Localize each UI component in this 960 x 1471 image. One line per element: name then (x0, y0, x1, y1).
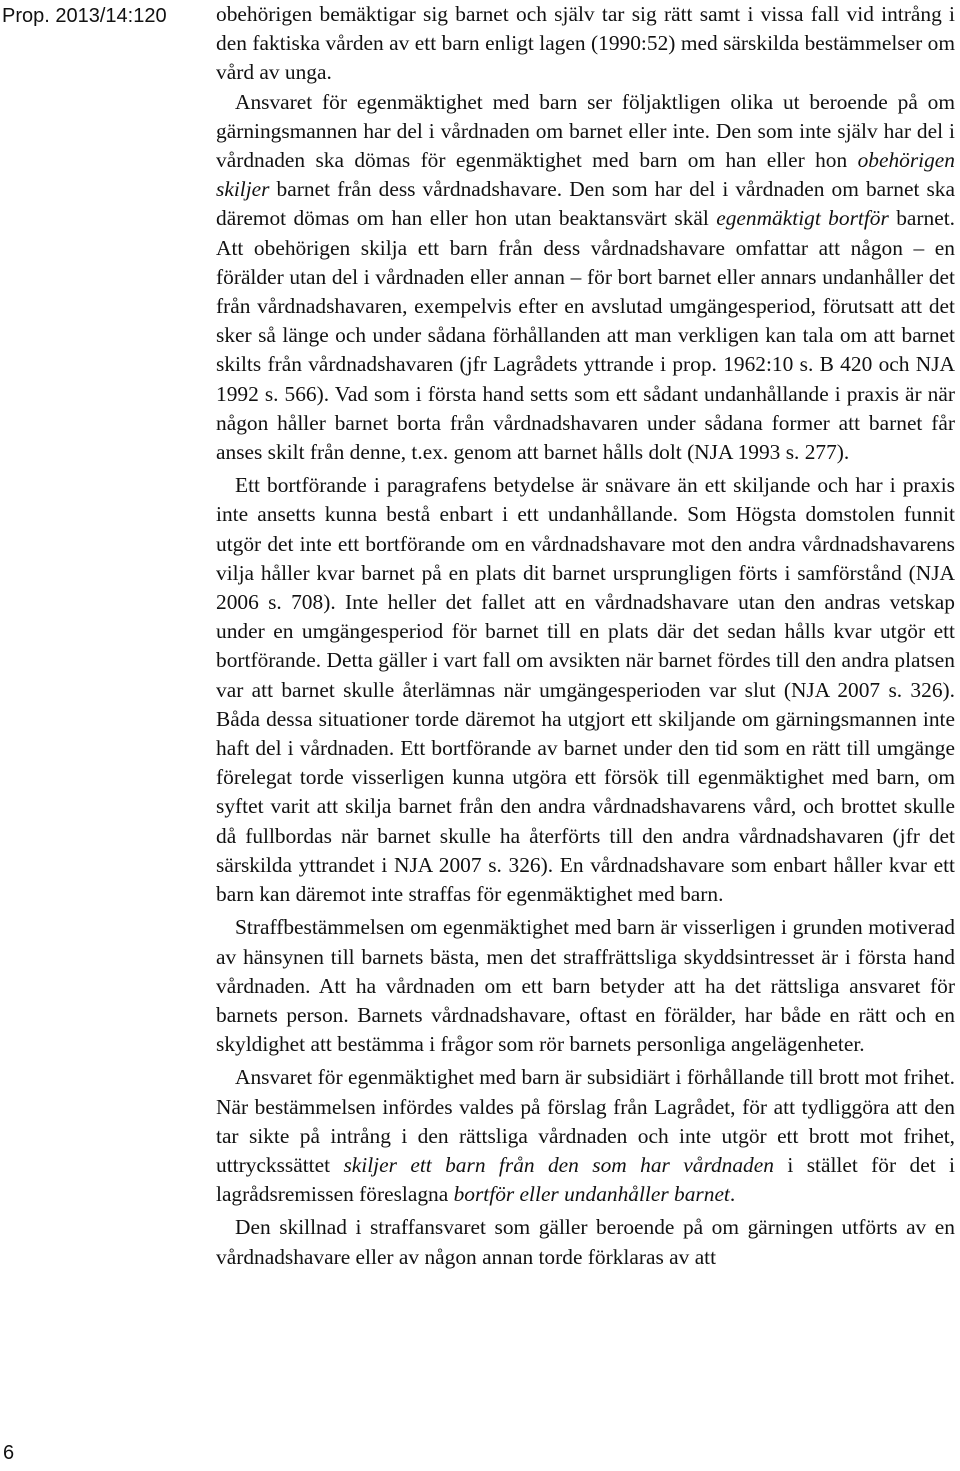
italic-term: egenmäktigt bortför (716, 206, 889, 231)
paragraph-6 (216, 1213, 955, 1271)
text-run: Den skillnad i straffansvaret som gäller beroende på om gärningen utförts av en vårdnadshavare eller av någon annan torde förklaras av att (216, 1215, 955, 1269)
text-run: barnet från dess vårdnadshavare. Den som har del i vårdnaden om barnet ska däremot dömas om han eller hon utan beaktansvärt skäl (216, 177, 955, 231)
paragraph-1 (216, 0, 955, 88)
paragraph-3 (216, 471, 955, 909)
text-run: Ansvaret för egenmäktighet med barn ser följaktligen olika ut beroende på om gärningsmannen har del i vårdnaden om barnet eller inte. Den som inte själv har del i vårdnaden ska dömas för egenmäktighet med barn om han eller hon (216, 89, 955, 173)
italic-term: skiljer ett barn från den som har vårdnaden (343, 1152, 774, 1177)
paragraph-2 (216, 88, 955, 468)
paragraph-5 (216, 1063, 955, 1209)
italic-term: bortför eller undanhåller barnet (453, 1182, 730, 1207)
text-run: obehörigen bemäktigar sig barnet och själv tar sig rätt samt i vissa fall vid intrång i den faktiska vården av ett barn enligt lagen (1990:52) med särskilda bestämmelser om vård av unga. (216, 2, 955, 85)
page-number: 6 (3, 1442, 15, 1464)
text-run: Straffbestämmelsen om egenmäktighet med barn är visserligen i grunden motiverad av hänsynen till barnets bästa, men det straffrättsliga skyddsintresset är i första hand vårdnaden. Att ha vårdnaden om ett barn betyder att ha det rättsliga ansvaret för barnets person. Barnets vårdnadshavare, oftast en förälder, har både en rätt och en skyldighet att bestämma i frågor som rör barnets personliga angelägenheter. (216, 915, 955, 1057)
text-run: Ansvaret för egenmäktighet med barn är subsidiärt i förhållande till brott mot frihet. När bestämmelsen infördes valdes på förslag från Lagrådet, för att tydliggöra att den tar sikte på intrång i den rättsliga vårdnaden och inte utgör ett brott mot frihet, uttryckssättet (216, 1065, 955, 1177)
text-run: Ett bortförande i paragrafens betydelse är snävare än ett skiljande och har i praxis inte ansetts kunna bestå enbart i ett undanhållande. Som Högsta domstolen funnit utgör det inte ett bortförande om en vårdnadshavare mot den andra vårdnadshavarens vilja håller kvar barnet på en plats dit barnet ursprungligen förts i samförstånd (NJA 2006 s. 708). Inte heller det fallet att en vårdnadshavare utan den andras vetskap under en umgängesperiod för barnet till en plats där det sedan hålls kvar utgör ett bortförande. Detta gäller i vart fall om avsikten när barnet fördes till den andra platsen var att barnet skulle återlämnas när umgängesperioden var slut (NJA 2007 s. 326). Båda dessa situationer torde däremot ha utgjort ett skiljande om gärningsmannen inte haft del i vårdnaden. Ett bortförande av barnet under den tid som en rätt till umgänge förelegat torde visserligen kunna utgöra ett försök till egenmäktighet med barn, om syftet varit att skilja barnet från den andra vårdnadshavarens vård, och brottet skulle då fullbordas när barnet skulle ha återförts till den andra vårdnadshavaren (jfr det särskilda yttrandet i NJA 2007 s. 326). En vårdnadshavare som enbart håller kvar ett barn kan däremot inte straffas för egenmäktighet med barn. (216, 473, 955, 907)
text-run: . (729, 1182, 736, 1207)
italic-term: obehörigen skiljer (216, 148, 955, 202)
body-text (216, 0, 955, 1272)
text-run: i stället för det i lagrådsremissen föreslagna (216, 1152, 956, 1207)
text-run: barnet. Att obehörigen skilja ett barn från dess vårdnadshavare omfattar att någon – en förälder utan del i vårdnaden eller annan – för bort barnet eller annars undanhåller det från vårdnadshavaren, exempelvis efter en avslutad umgängesperiod, förutsatt att det sker så länge och under sådana förhållanden att man verkligen kan tala om att barnet skilts från vårdnadshavaren (jfr Lagrådets yttrande i prop. 1962:10 s. B 420 och NJA 1992 s. 566). Vad som i första hand setts som ett sådant undanhållande i praxis är när någon håller barnet borta från vårdnadshavaren under sådana former att barnet får anses skilt från denne, t.ex. genom att barnet hålls dolt (NJA 1993 s. 277). (216, 206, 956, 465)
document-reference: Prop. 2013/14:120 (2, 5, 167, 27)
paragraph-4 (216, 913, 955, 1059)
